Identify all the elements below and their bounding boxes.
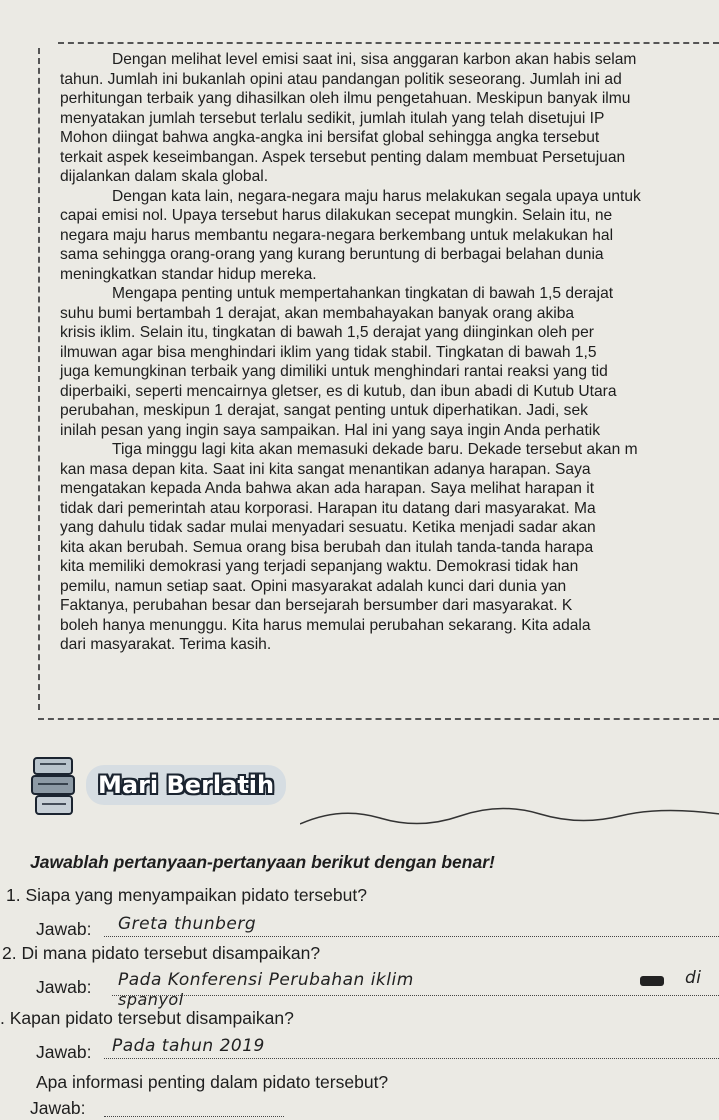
answer-2-handwriting-line2: spanyol [118,990,184,1009]
answer-3-handwriting: Pada tahun 2019 [112,1036,265,1056]
answer-4-label: Jawab: [30,1098,86,1118]
answer-2-label: Jawab: [36,977,92,997]
frame-left-dashes [38,48,40,710]
speech-line: diperbaiki, seperti mencairnya gletser, es di kutub, dan ibun abadi di Kutub Utara [60,382,617,400]
speech-line: kan masa depan kita. Saat ini kita sangat menantikan adanya harapan. Saya [60,460,591,478]
speech-text [60,50,719,655]
answer-1-handwriting: Greta thunberg [118,914,257,934]
speech-line: capai emisi nol. Upaya tersebut harus dilakukan secepat mungkin. Selain itu, ne [60,207,613,224]
answer-1-line[interactable] [104,936,719,937]
frame-bottom-dashes [38,718,719,720]
speech-line: yang dahulu tidak sadar mulai menyadari sesuatu. Ketika menjadi sadar akan [60,519,596,536]
speech-line: perhitungan terbaik yang dihasilkan oleh ilmu pengetahuan. Meskipun banyak ilmu [60,90,631,107]
speech-line: inilah pesan yang ingin saya sampaikan. Hal ini yang saya ingin Anda perhatik [60,421,601,439]
speech-line: pemilu, namun setiap saat. Opini masyarakat adalah kunci dari dunia yan [60,577,567,595]
answer-4-line[interactable] [104,1116,284,1117]
question-4-text: Apa informasi penting dalam pidato tersebut? [36,1072,389,1092]
answer-2-handwriting: Pada Konferensi Perubahan iklim [118,970,414,990]
speech-line: kita akan berubah. Semua orang bisa berubah dan itulah tanda-tanda harapa [60,538,594,556]
frame-top-dashes [58,42,719,44]
speech-line: Tiga minggu lagi kita akan memasuki dekade baru. Dekade tersebut akan m [112,441,638,458]
speech-line: terkait aspek keseimbangan. Aspek tersebut penting dalam membuat Persetujuan [60,148,626,166]
question-3-text: . Kapan pidato tersebut disampaikan? [0,1008,294,1028]
book-stack-icon [28,750,80,830]
speech-line: Dengan kata lain, negara-negara maju harus melakukan segala upaya untuk [112,187,641,205]
speech-line: sama sehingga orang-orang yang kurang beruntung di berbagai belahan dunia [60,246,604,263]
speech-line: kita memiliki demokrasi yang terjadi sepanjang waktu. Demokrasi tidak han [60,558,579,575]
speech-line: perubahan, meskipun 1 derajat, sangat penting untuk diperhatikan. Jadi, sek [60,402,588,419]
speech-line: negara maju harus membantu negara-negara berkembang untuk melakukan hal [60,226,614,244]
question-2-text: 2. Di mana pidato tersebut disampaikan? [2,943,321,963]
speech-line: Dengan melihat level emisi saat ini, sisa anggaran karbon akan habis selam [112,51,637,68]
answer-3-line[interactable] [104,1058,719,1059]
speech-line: menyatakan jumlah tersebut terlalu sedikit, jumlah itulah yang telah disetujui IP [60,109,605,127]
answer-1-label: Jawab: [36,919,92,939]
speech-line: meningkatkan standar hidup mereka. [60,265,317,283]
question-1-text: 1. Siapa yang menyampaikan pidato tersebut? [6,885,367,905]
scribble-mark [640,976,664,986]
speech-line: ilmuwan agar bisa menghindari iklim yang tidak stabil. Tingkatan di bawah 1,5 [60,343,597,361]
speech-line: Mohon diingat bahwa angka-angka ini bersifat global sehingga angka tersebut [60,129,600,146]
section-title: Mari Berlatih [86,765,286,805]
speech-line: tidak dari pemerintah atau korporasi. Harapan itu datang dari masyarakat. Ma [60,499,596,517]
speech-line: mengatakan kepada Anda bahwa akan ada harapan. Saya melihat harapan it [60,480,595,497]
speech-line: krisis iklim. Selain itu, tingkatan di bawah 1,5 derajat yang diinginkan oleh per [60,324,594,341]
speech-line: tahun. Jumlah ini bukanlah opini atau pandangan politik seseorang. Jumlah ini ad [60,70,622,88]
speech-line: dijalankan dalam skala global. [60,168,269,185]
answer-2-handwriting-tail: di [685,968,702,988]
speech-line: dari masyarakat. Terima kasih. [60,636,272,653]
speech-line: juga kemungkinan terbaik yang dimiliki untuk menghindari rantai reaksi yang tid [60,363,608,380]
answer-3-label: Jawab: [36,1042,92,1062]
speech-line: Mengapa penting untuk mempertahankan tingkatan di bawah 1,5 derajat [112,285,614,302]
speech-line: boleh hanya menunggu. Kita harus memulai perubahan sekarang. Kita adala [60,616,591,634]
instruction-text: Jawablah pertanyaan-pertanyaan berikut dengan benar! [30,852,495,872]
speech-line: Faktanya, perubahan besar dan bersejarah bersumber dari masyarakat. K [60,597,573,614]
title-underline-wave [300,800,719,830]
answer-2-line[interactable] [112,995,719,996]
speech-line: suhu bumi bertambah 1 derajat, akan membahayakan banyak orang akiba [60,304,575,322]
